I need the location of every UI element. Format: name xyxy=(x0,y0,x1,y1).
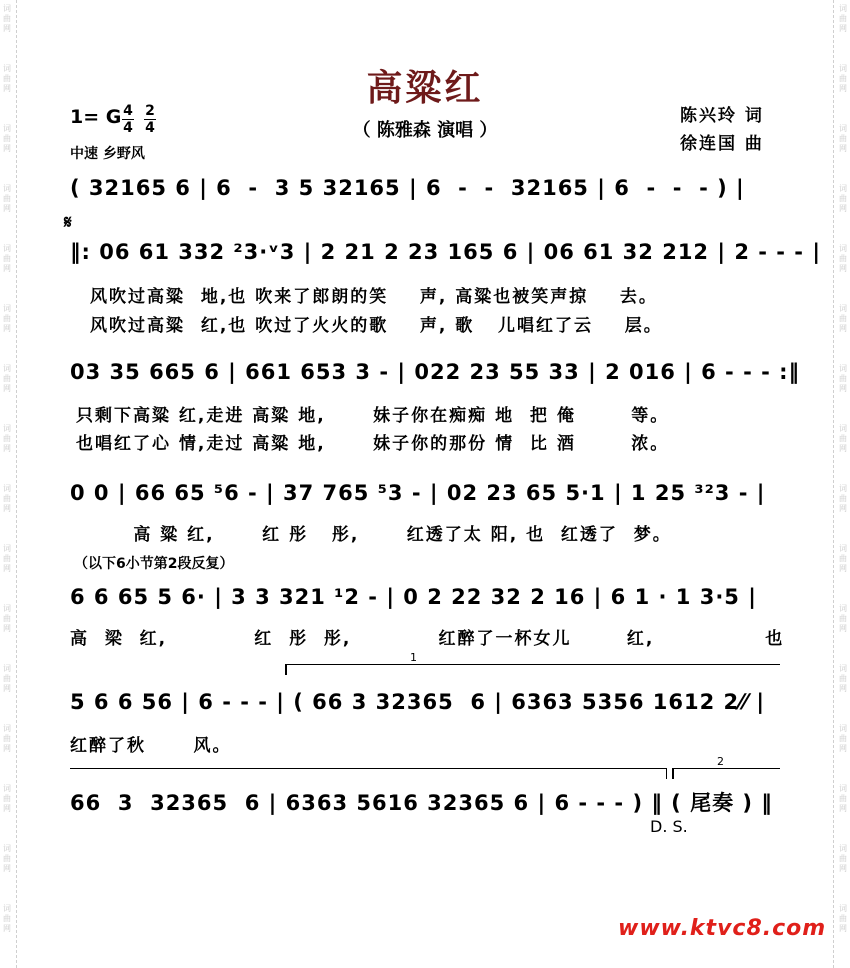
right-margin-watermark xyxy=(833,0,850,968)
composer-credit: 徐连国 曲 xyxy=(680,134,764,154)
time-signature-2-4 xyxy=(144,104,156,135)
watermark-text: 词 曲 网 xyxy=(839,784,847,813)
song-title: 高粱红 xyxy=(366,68,484,109)
watermark-text: 词 曲 网 xyxy=(839,64,847,93)
watermark-text: 词 曲 网 xyxy=(839,724,847,753)
watermark-text: 词 曲 网 xyxy=(839,604,847,633)
time-signature-4-4 xyxy=(122,104,134,135)
watermark-text: 词 曲 网 xyxy=(3,424,11,453)
watermark-text: 词 曲 网 xyxy=(3,904,11,933)
notation-line-2: ‖: 06 61 332 ²3·ᵛ3 | 2 21 2 23 165 6 | 06 61 32 212 | 2 - - - | xyxy=(70,240,822,264)
dal-segno-mark: D. S. xyxy=(650,817,688,836)
lyric-line-3a: 只剩下高粱 红,走进 高粱 地, 妹子你在痴痴 地 把 俺 等。 xyxy=(76,406,670,426)
watermark-text: 词 曲 网 xyxy=(839,844,847,873)
watermark-text: 词 曲 网 xyxy=(839,4,847,33)
notation-line-3: 03 35 665 6 | 661 653 3 - | 022 23 55 33 | 2 016 | 6 - - - :‖ xyxy=(70,360,801,384)
lyric-line-5: 高 梁 红, 红 彤 彤, 红醉了一杯女儿 红, 也 xyxy=(70,629,785,649)
notation-line-4: 0 0 | 66 65 ⁵6 - | 37 765 ⁵3 - | 02 23 65 5·1 | 1 25 ³²3 - | xyxy=(70,481,766,505)
notation-line-6: 5 6 6 56 | 6 - - - | ( 66 3 32365 6 | 6363 5356 1612 2⁄⁄ | xyxy=(70,690,766,714)
lyric-line-2b: 风吹过高粱 红,也 吹过了火火的歌 声, 歌 儿唱红了云 层。 xyxy=(90,316,663,336)
watermark-text: 词 曲 网 xyxy=(3,364,11,393)
time-sig-numerator: 4 xyxy=(123,103,133,119)
segno-icon: 𝄋 xyxy=(64,212,72,233)
lyric-line-3b: 也唱红了心 情,走过 高粱 地, 妹子你的那份 情 比 酒 浓。 xyxy=(76,434,670,454)
watermark-text: 词 曲 网 xyxy=(839,484,847,513)
tempo-marking: 中速 乡野风 xyxy=(70,146,145,162)
watermark-text: 词 曲 网 xyxy=(3,124,11,153)
watermark-text: 词 曲 网 xyxy=(839,124,847,153)
website-watermark: www.ktvc8.com xyxy=(618,916,827,941)
notation-line-7: 66 3 32365 6 | 6363 5616 32365 6 | 6 - - - ) ‖ ( 尾奏 ) ‖ xyxy=(70,791,773,815)
watermark-text: 词 曲 网 xyxy=(839,364,847,393)
watermark-text: 词 曲 网 xyxy=(839,304,847,333)
watermark-text: 词 曲 网 xyxy=(3,844,11,873)
time-sig-numerator: 2 xyxy=(145,103,155,119)
watermark-text: 词 曲 网 xyxy=(3,484,11,513)
watermark-text: 词 曲 网 xyxy=(3,184,11,213)
watermark-text: 词 曲 网 xyxy=(3,544,11,573)
key-signature: 1= G xyxy=(70,106,122,128)
time-sig-denominator: 4 xyxy=(123,120,133,136)
watermark-text: 词 曲 网 xyxy=(839,544,847,573)
second-ending-bracket: 2 xyxy=(672,768,780,769)
watermark-text: 词 曲 网 xyxy=(3,244,11,273)
lyricist-credit: 陈兴玲 词 xyxy=(680,106,764,126)
repeat-instruction: （以下6小节第2段反复） xyxy=(74,556,234,572)
watermark-text: 词 曲 网 xyxy=(839,184,847,213)
time-sig-denominator: 4 xyxy=(145,120,155,136)
watermark-text: 词 曲 网 xyxy=(3,784,11,813)
singer-credit: （ 陈雅森 演唱 ） xyxy=(352,120,498,141)
watermark-text: 词 曲 网 xyxy=(839,244,847,273)
watermark-text: 词 曲 网 xyxy=(3,4,11,33)
watermark-text: 词 曲 网 xyxy=(3,304,11,333)
watermark-text: 词 曲 网 xyxy=(3,664,11,693)
notation-line-5: 6 6 65 5 6· | 3 3 321 ¹2 - | 0 2 22 32 2 16 | 6 1 · 1 3·5 | xyxy=(70,585,757,609)
first-ending-bracket: 1 xyxy=(285,664,780,665)
watermark-text: 词 曲 网 xyxy=(3,64,11,93)
lyric-line-2a: 风吹过高粱 地,也 吹来了郎朗的笑 声, 高粱也被笑声掠 去。 xyxy=(90,287,658,307)
watermark-text: 词 曲 网 xyxy=(839,664,847,693)
first-ending-continuation xyxy=(70,768,667,769)
left-margin-watermark xyxy=(0,0,17,968)
watermark-text: 词 曲 网 xyxy=(3,604,11,633)
lyric-line-4: 高 粱 红, 红 彤 彤, 红透了太 阳, 也 红透了 梦。 xyxy=(70,525,672,545)
watermark-text: 词 曲 网 xyxy=(839,904,847,933)
watermark-text: 词 曲 网 xyxy=(3,724,11,753)
watermark-text: 词 曲 网 xyxy=(839,424,847,453)
lyric-line-6: 红醉了秋 风。 xyxy=(70,736,232,756)
notation-line-1: ( 32165 6 | 6 - 3 5 32165 | 6 - - 32165 | 6 - - - ) | xyxy=(70,176,745,200)
